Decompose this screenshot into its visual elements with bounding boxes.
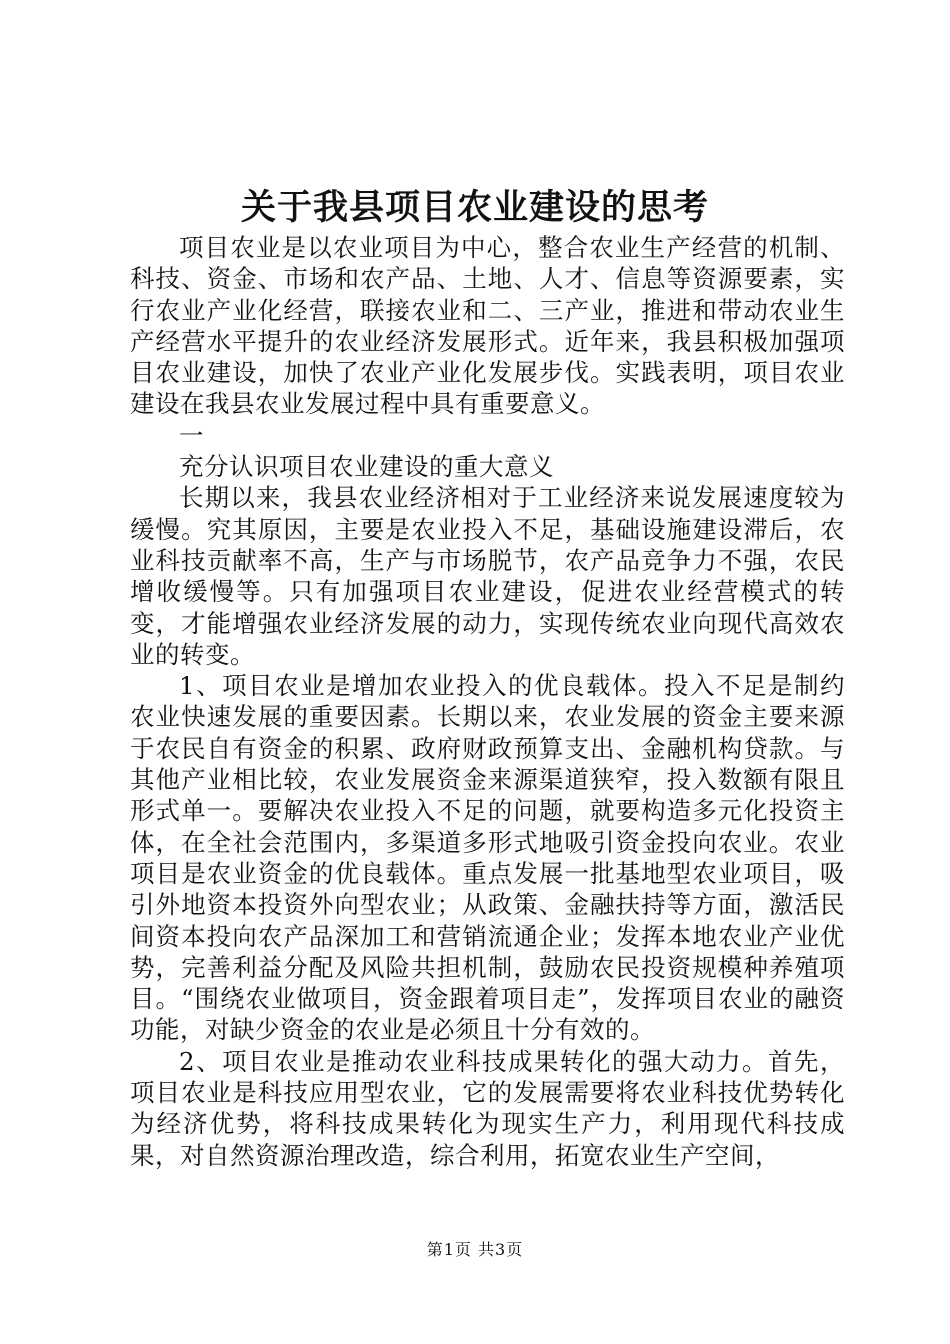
paragraph-intro: 项目农业是以农业项目为中心，整合农业生产经营的机制、科技、资金、市场和农产品、土地、人才、信息等资源要素，实行农业产业化经营，联接农业和二、三产业，推进和带动农业生产经营水平提升的农业经济发展形式。近年来，我县积极加强项目农业建设，加快了农业产业化发展步伐。实践表明，项目农业建设在我县农业发展过程中具有重要意义。: [130, 233, 845, 419]
paragraph-point-1: 1、项目农业是增加农业投入的优良载体。投入不足是制约农业快速发展的重要因素。长期以来，农业发展的资金主要来源于农民自有资金的积累、政府财政预算支出、金融机构贷款。与其他产业相比较，农业发展资金来源渠道狭窄，投入数额有限且形式单一。要解决农业投入不足的问题，就要构造多元化投资主体，在全社会范围内，多渠道多形式地吸引资金投向农业。农业项目是农业资金的优良载体。重点发展一批基地型农业项目，吸引外地资本投资外向型农业；从政策、金融扶持等方面，激活民间资本投向农产品深加工和营销流通企业；发挥本地农业产业优势，完善利益分配及风险共担机制，鼓励农民投资规模种养殖项目。“围绕农业做项目，资金跟着项目走”，发挥项目农业的融资功能，对缺少资金的农业是必须且十分有效的。: [130, 671, 845, 1045]
paragraph-point-2: 2、项目农业是推动农业科技成果转化的强大动力。首先，项目农业是科技应用型农业，它的发展需要将农业科技优势转化为经济优势，将科技成果转化为现实生产力，利用现代科技成果，对自然资源治理改造，综合利用，拓宽农业生产空间，: [130, 1046, 845, 1170]
section-heading: 充分认识项目农业建设的重大意义: [179, 452, 554, 482]
section-number: 一: [179, 420, 204, 450]
document-body: [130, 232, 845, 1171]
page-footer: 第1页 共3页: [426, 1240, 524, 1259]
document-title: 关于我县项目农业建设的思考: [240, 187, 709, 228]
paragraph-background: 长期以来，我县农业经济相对于工业经济来说发展速度较为缓慢。究其原因，主要是农业投入不足，基础设施建设滞后，农业科技贡献率不高，生产与市场脱节，农产品竞争力不强，农民增收缓慢等。只有加强项目农业建设，促进农业经营模式的转变，才能增强农业经济发展的动力，实现传统农业向现代高效农业的转变。: [130, 483, 845, 669]
